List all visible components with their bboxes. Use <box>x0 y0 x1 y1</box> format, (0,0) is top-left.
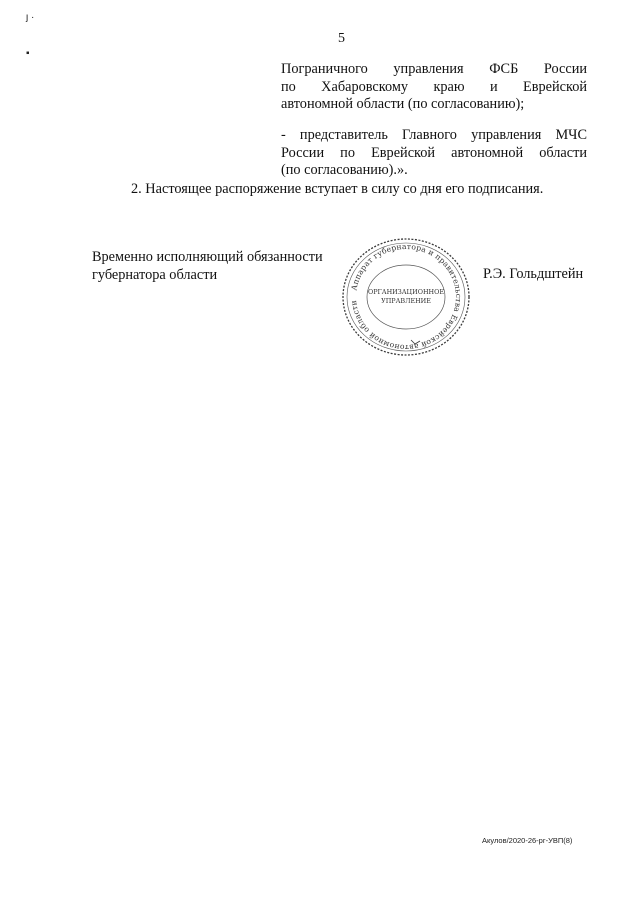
seal-ring-text: Аппарат губернатора и правительства Еврейской автономной области <box>349 241 464 353</box>
seal-center-line: ОРГАНИЗАЦИОННОЕ <box>367 288 445 296</box>
page-number: 5 <box>338 31 345 46</box>
signer-title-line: губернатора области <box>92 266 218 283</box>
official-seal-stamp <box>339 236 473 358</box>
signer-name: Р.Э. Гольдштейн <box>483 266 584 282</box>
paragraph-border-directorate <box>281 61 587 114</box>
text-line: Пограничного управления ФСБ России <box>281 61 587 77</box>
text-line: России по Еврейской автономной области <box>281 144 587 161</box>
text-line: по Хабаровскому краю и Еврейской <box>281 78 587 95</box>
paragraph-emergency-representative <box>281 127 587 180</box>
paragraph-effective-date: 2. Настоящее распоряжение вступает в силу со дня его подписания. <box>131 181 544 197</box>
signer-title-line: Временно исполняющий обязанности <box>92 249 323 265</box>
text-line: автономной области (по согласованию); <box>281 96 525 112</box>
scan-mark-bottom: ▪ <box>26 48 30 59</box>
text-line: - представитель Главного управления МЧС <box>281 127 587 143</box>
scan-mark-top: ȷ · <box>26 12 35 23</box>
signer-title <box>92 249 323 284</box>
document-reference-code: Акулов/2020-26-рг-УВП(8) <box>482 836 573 845</box>
text-line: (по согласованию).». <box>281 162 408 178</box>
seal-center-line: УПРАВЛЕНИЕ <box>381 297 431 305</box>
